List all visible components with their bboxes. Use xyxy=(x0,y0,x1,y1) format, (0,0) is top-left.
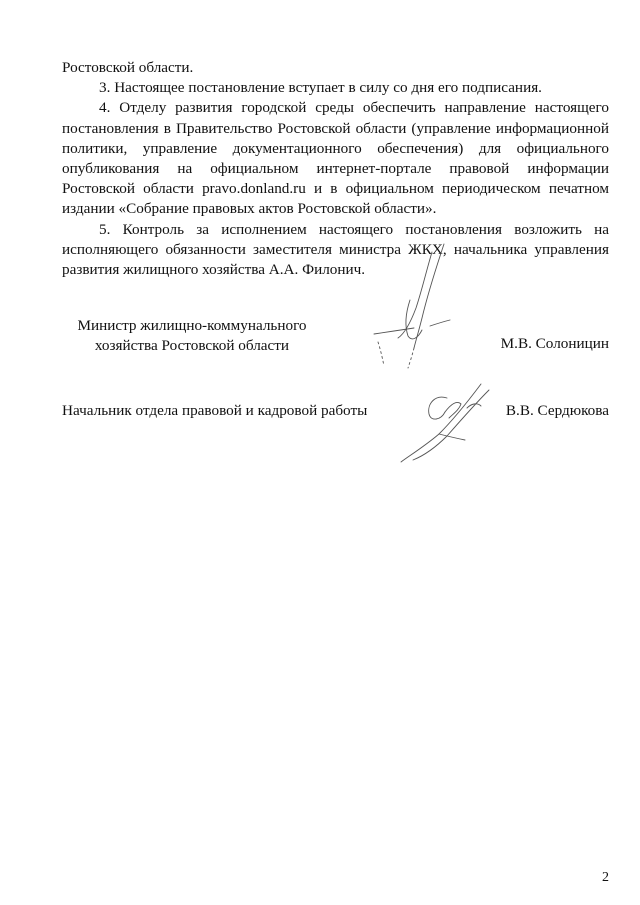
signatory-2-title: Начальник отдела правовой и кадровой работы xyxy=(62,402,368,419)
document-body xyxy=(62,58,609,280)
page-number: 2 xyxy=(602,870,609,885)
paragraph-item-5: 5. Контроль за исполнением настоящего постановления возложить на исполняющего обязанности заместителя министра ЖКХ, начальника управления развития жилищного хозяйства А.А. Филонич. xyxy=(62,220,609,279)
signature-2-stroke xyxy=(413,390,489,460)
signatory-1-title-line-1: Министр жилищно-коммунального xyxy=(77,317,307,334)
signature-1-stroke xyxy=(374,328,414,334)
signatory-1-title xyxy=(62,316,322,356)
signatory-1-title-line-2: хозяйства Ростовской области xyxy=(94,337,290,354)
signature-2-stroke xyxy=(429,397,447,419)
signature-1-stroke xyxy=(430,320,450,326)
signature-2-stroke xyxy=(401,384,481,462)
signature-2-stroke xyxy=(439,434,465,440)
signature-1-stroke xyxy=(414,244,444,348)
signatory-1-name: М.В. Солоницин xyxy=(500,335,609,352)
signature-1-stroke xyxy=(398,252,432,338)
paragraph-continuation: Ростовской области. xyxy=(62,59,194,76)
signature-1-graphic xyxy=(370,238,460,373)
paragraph-item-3: 3. Настоящее постановление вступает в силу со дня его подписания. xyxy=(99,79,542,97)
signature-2-stroke xyxy=(445,402,461,418)
signature-1-stroke xyxy=(378,342,384,366)
paragraph-item-4: 4. Отделу развития городской среды обеспечить направление настоящего постановления в Правительство Ростовской области (управление информационной политики, управление документационного обеспечения) для официального опубликования на официальном интернет-портале правовой информации Ростовской области pravo.donland.ru и в официальном периодическом печатном издании «Собрание правовых актов Ростовской области». xyxy=(62,99,609,218)
signatory-2-name: В.В. Сердюкова xyxy=(505,402,609,419)
signature-1-stroke xyxy=(406,300,422,339)
signature-2-graphic xyxy=(395,378,495,466)
signature-1-stroke xyxy=(408,348,414,368)
